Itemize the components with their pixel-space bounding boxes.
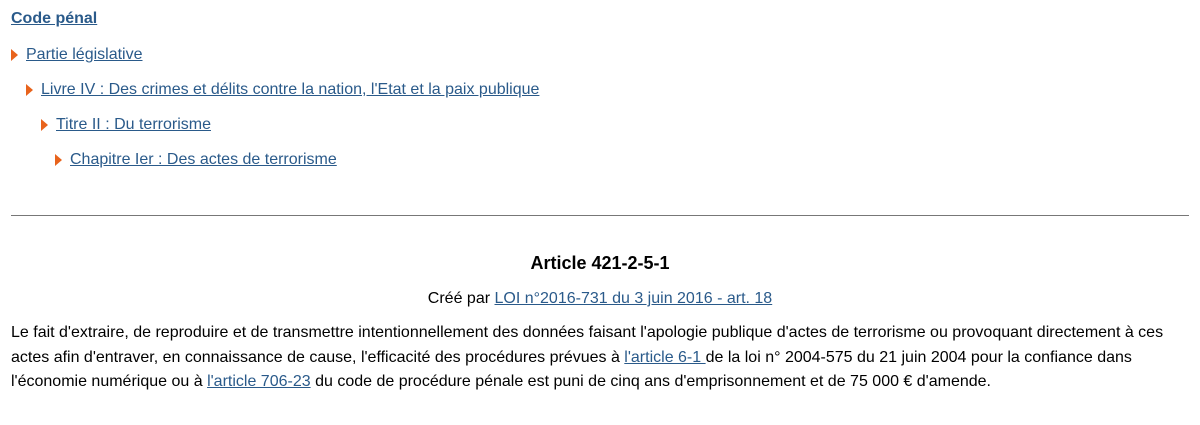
article-706-23-link[interactable]: l'article 706-23 bbox=[207, 373, 311, 390]
code-title bbox=[11, 9, 97, 29]
breadcrumb-link-livre[interactable]: Livre IV : Des crimes et délits contre la nation, l'Etat et la paix publique bbox=[41, 81, 540, 98]
caret-right-icon bbox=[55, 154, 62, 166]
article-text-part-1: Le fait d'extraire, de reproduire et de transmettre intentionnellement des données faisant l'apologie publique d'actes de terrorisme ou provoquant directement à ces actes afin d'entraver, en connaissance de cause, l'efficacité des procédures prévues à bbox=[11, 324, 1164, 366]
breadcrumb-link-partie[interactable]: Partie législative bbox=[26, 46, 143, 63]
code-penal-link[interactable]: Code pénal bbox=[11, 10, 98, 27]
caret-right-icon bbox=[41, 119, 48, 131]
breadcrumb-link-chapitre[interactable]: Chapitre Ier : Des actes de terrorisme bbox=[70, 151, 337, 168]
caret-right-icon bbox=[11, 49, 18, 61]
article-body bbox=[11, 321, 1196, 395]
article-created-line bbox=[0, 289, 1200, 309]
article-title: Article 421-2-5-1 bbox=[530, 253, 670, 273]
article-text-part-3: du code de procédure pénale est puni de cinq ans d'emprisonnement et de 75 000 € d'amende. bbox=[310, 373, 991, 390]
created-by-law-link[interactable]: LOI n°2016-731 du 3 juin 2016 - art. 18 bbox=[494, 290, 773, 307]
divider bbox=[11, 215, 1189, 216]
breadcrumb-link-titre[interactable]: Titre II : Du terrorisme bbox=[56, 116, 211, 133]
caret-right-icon bbox=[26, 84, 33, 96]
article-6-1-link[interactable]: l'article 6-1 bbox=[624, 348, 706, 366]
article-text-part-2: de la loi n° 2004-575 du 21 juin 2004 pour la confiance dans l'économie numérique ou à bbox=[11, 348, 1132, 390]
created-prefix: Créé par bbox=[427, 290, 495, 307]
